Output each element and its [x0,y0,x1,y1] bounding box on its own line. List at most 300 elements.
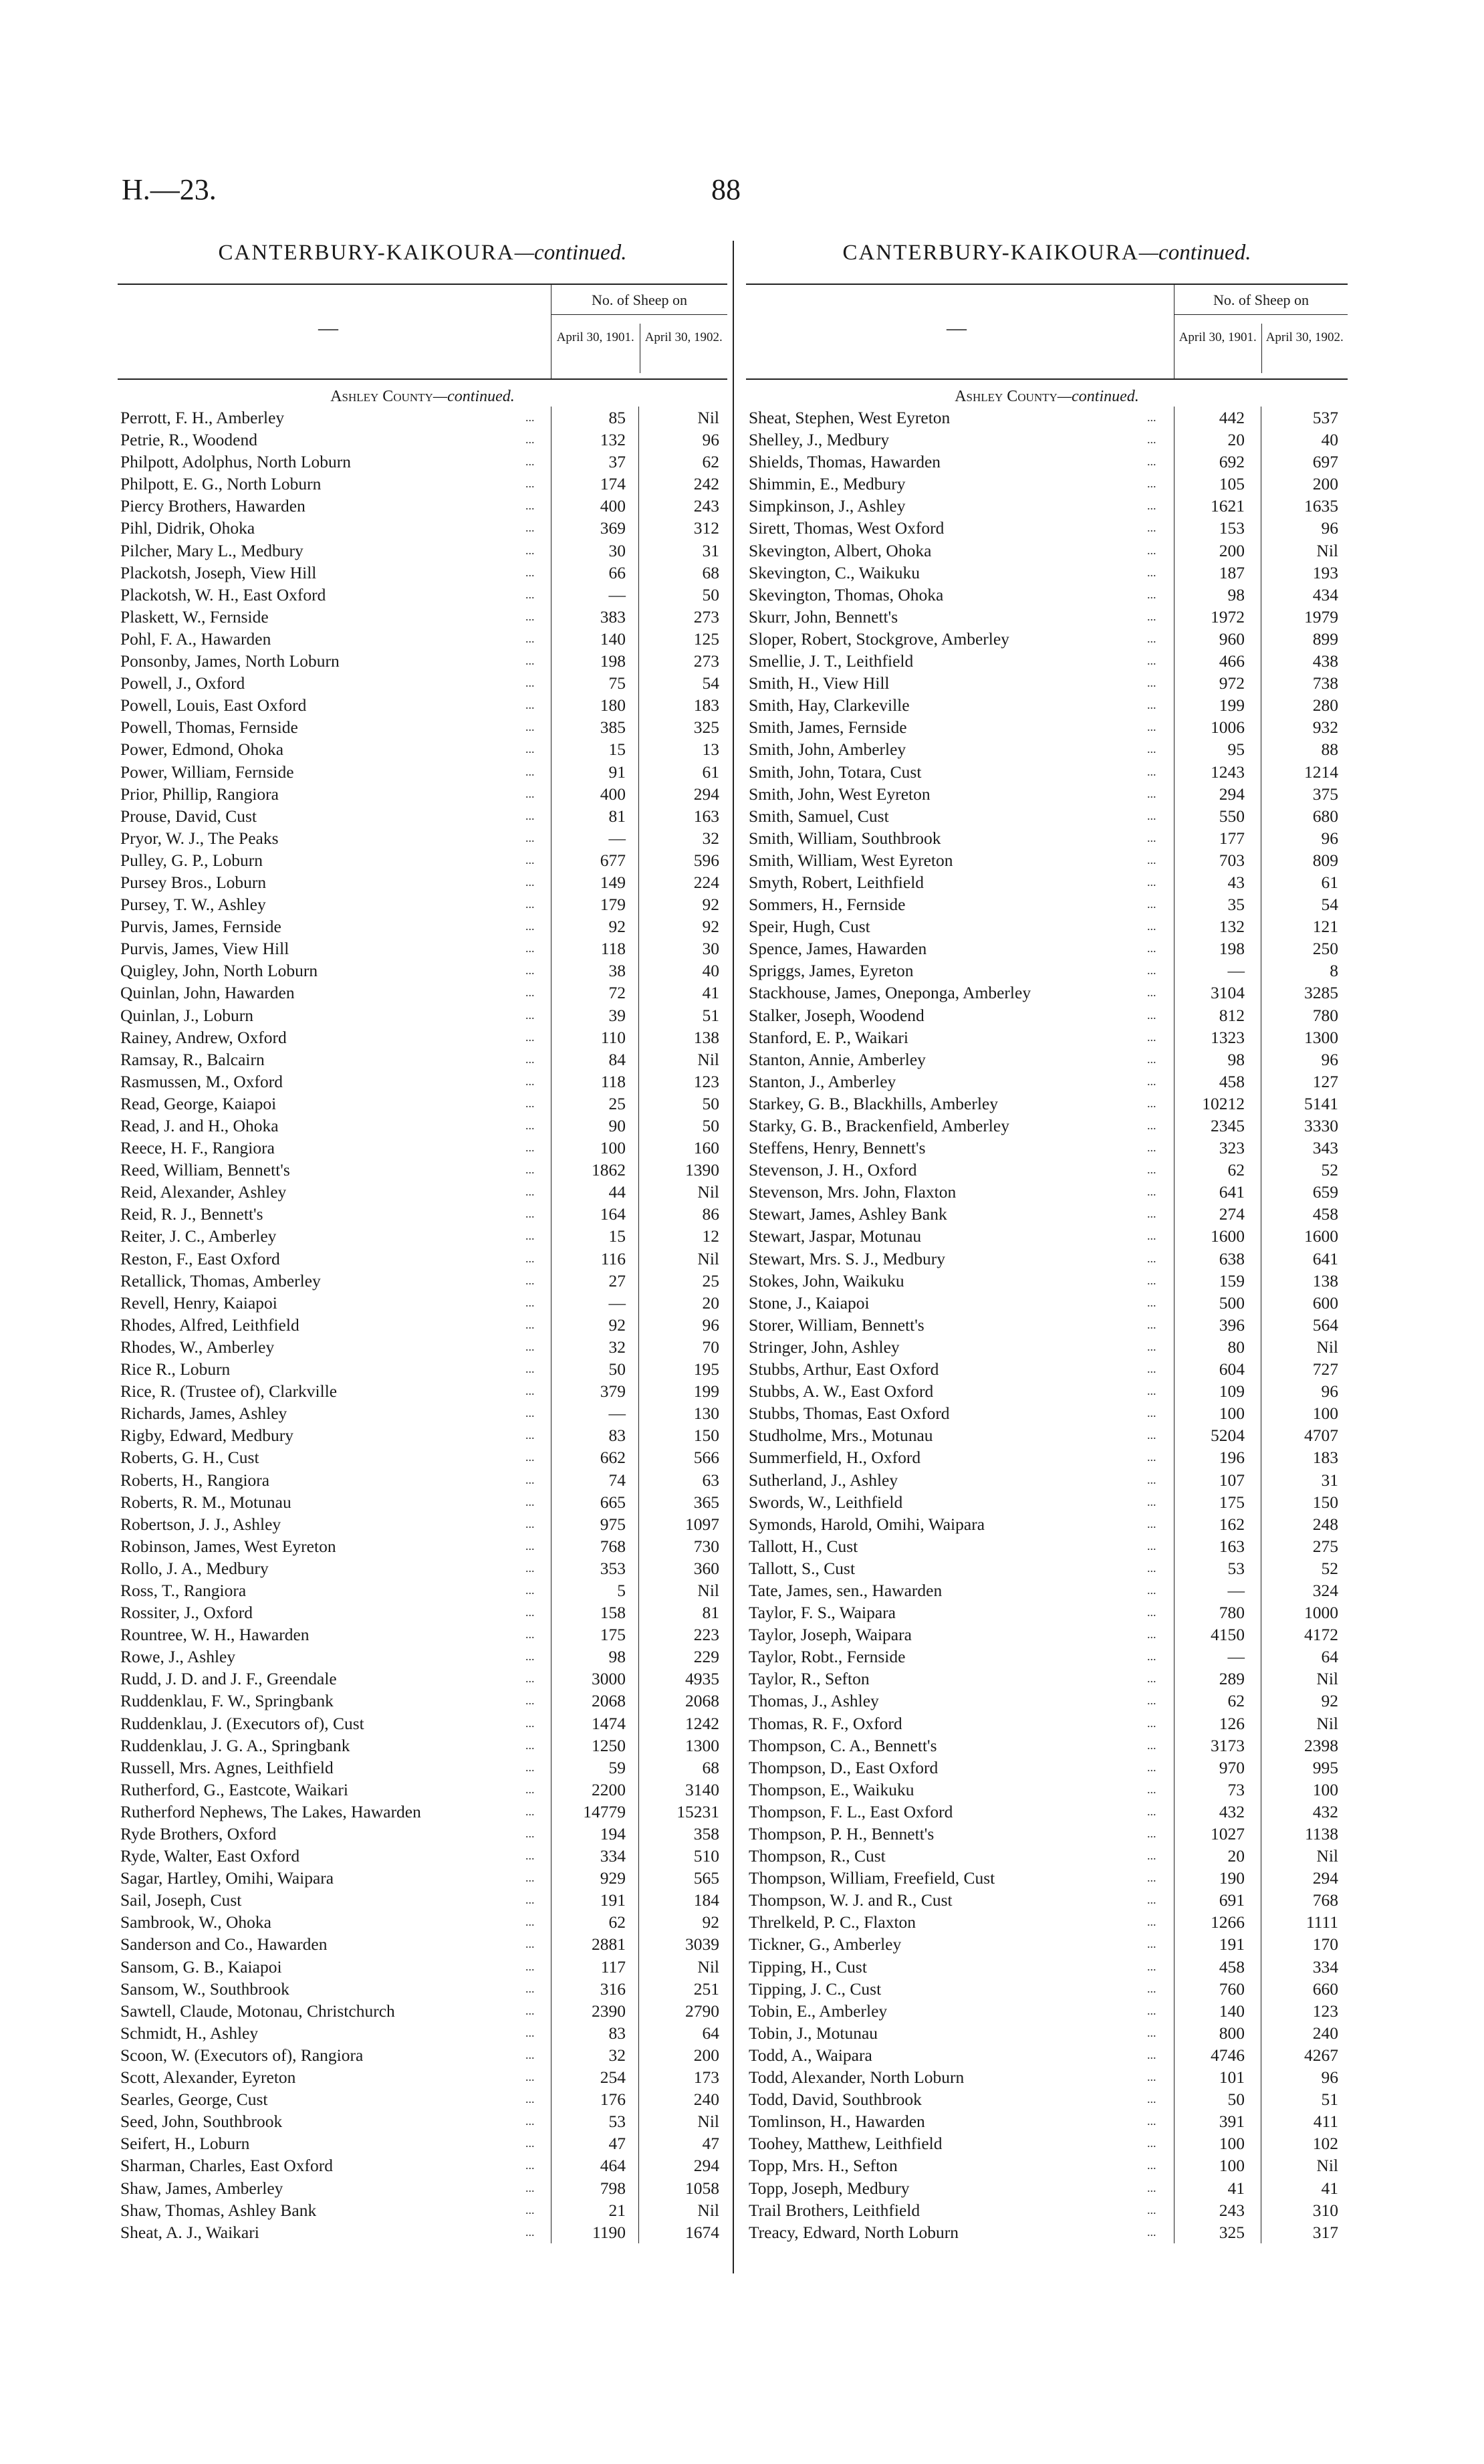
owner-name: Plackotsh, W. H., East Oxford [120,584,326,604]
leader-dots: ... [1147,720,1156,734]
sheep-1901-value: 191 [1219,1934,1245,1954]
owner-name: Rutherford Nephews, The Lakes, Hawarden [120,1801,421,1821]
sheep-1901-value: 32 [608,2045,626,2065]
sheep-1902-value: 229 [693,1647,719,1667]
leader-dots: ... [1147,1893,1156,1907]
owner-name: Ross, T., Rangiora [120,1580,247,1600]
sheep-1902-value: 63 [702,1470,719,1490]
owner-name: Stokes, John, Waikuku [749,1270,904,1291]
owner-name: Stanford, E. P., Waikari [749,1027,908,1047]
table-header [746,284,1348,380]
table-row [746,1402,1348,1424]
sheep-1902-value: 88 [1321,740,1338,760]
table-row [118,1314,727,1336]
leader-dots: ... [525,1141,535,1155]
leader-dots: ... [1147,1782,1156,1796]
leader-dots: ... [525,1472,535,1486]
table-row [746,2000,1348,2022]
sheep-1901-value: 379 [600,1381,626,1402]
owner-name: Rasmussen, M., Oxford [120,1071,283,1091]
sheep-1902-value: 61 [702,762,719,782]
sheep-1901-value: 66 [608,562,626,582]
leader-dots: ... [525,1207,535,1221]
sheep-1902-value: 183 [1312,1448,1338,1468]
sheep-1901-value: 550 [1219,806,1245,826]
page-reference: H.—23. [122,173,217,206]
leader-dots: ... [1147,1915,1156,1929]
sheep-1902-value: 596 [693,850,719,870]
leader-dots: ... [525,543,535,557]
sheep-1901-value: 1972 [1211,606,1245,627]
leader-dots: ... [1147,941,1156,956]
sheep-1901-value: 198 [600,651,626,671]
table-row [118,2154,727,2176]
table-row [746,982,1348,1004]
owner-name: Rudd, J. D. and J. F., Greendale [120,1669,337,1689]
sheep-1902-value: Nil [697,1580,719,1600]
sheep-1901-value: 105 [1219,474,1245,494]
sheep-1901-value: 62 [1227,1691,1245,1711]
table-row [118,2221,727,2243]
owner-name: Stevenson, J. H., Oxford [749,1160,917,1180]
sheep-1902-value: 123 [1312,2001,1338,2021]
owner-name: Todd, Alexander, North Loburn [749,2067,965,2088]
sheep-1901-value: 37 [608,452,626,472]
owner-name: Sommers, H., Fernside [749,895,906,915]
leader-dots: ... [525,676,535,690]
sheep-1901-value: 140 [1219,2001,1245,2021]
owner-name: Shaw, James, Amberley [120,2178,283,2198]
sheep-1901-value: 75 [608,673,626,693]
sheep-1901-value: 85 [608,408,626,427]
owner-name: Treacy, Edward, North Loburn [749,2222,959,2242]
leader-dots: ... [525,875,535,889]
table-row [746,1823,1348,1845]
owner-name: Reid, Alexander, Ashley [120,1182,287,1202]
leader-dots: ... [1147,986,1156,1000]
owner-name: Perrott, F. H., Amberley [120,408,285,427]
sheep-1901-value: 140 [600,629,626,649]
owner-name: Tallott, S., Cust [749,1558,856,1578]
owner-name: Smith, James, Fernside [749,717,907,738]
owner-name: Sirett, Thomas, West Oxford [749,518,945,538]
owner-name: Smellie, J. T., Leithfield [749,651,914,671]
sheep-1902-value: 358 [693,1824,719,1843]
sheep-1902-value: 727 [1312,1359,1338,1379]
sheep-1901-value: 109 [1219,1381,1245,1402]
table-row [118,429,727,451]
owner-name: Quigley, John, North Loburn [120,961,318,981]
table-row [118,628,727,650]
sheep-1902-value: 932 [1312,717,1338,738]
table-row [746,540,1348,562]
table-row [746,495,1348,517]
leader-dots: ... [525,698,535,712]
sheep-1901-value: 74 [608,1470,626,1490]
table-row [746,2154,1348,2176]
owner-name: Thomas, J., Ashley [749,1691,879,1711]
leader-dots: ... [1147,1384,1156,1398]
sheep-1902-value: 438 [1312,651,1338,671]
leader-dots: ... [525,654,535,668]
owner-name: Stevenson, Mrs. John, Flaxton [749,1182,957,1202]
left-column [118,234,727,2243]
leader-dots: ... [525,1517,535,1531]
leader-dots: ... [1147,609,1156,623]
table-row [746,1933,1348,1955]
leader-dots: ... [1147,1650,1156,1664]
sheep-1901-value: 5204 [1211,1426,1245,1446]
leader-dots: ... [1147,1339,1156,1353]
sheep-1901-value: 72 [608,983,626,1003]
sheep-1901-value: 53 [608,2112,626,2132]
sheep-1902-value: 31 [702,540,719,560]
sheep-1901-value: 81 [608,806,626,826]
leader-dots: ... [1147,2158,1156,2172]
owner-name: Trail Brothers, Leithfield [749,2200,920,2220]
leader-dots: ... [525,455,535,469]
leader-dots: ... [525,2092,535,2106]
leader-dots: ... [1147,1317,1156,1331]
leader-dots: ... [1147,1472,1156,1486]
table-row [746,1248,1348,1270]
sheep-1901-value: 95 [1227,740,1245,760]
owner-name: Rainey, Andrew, Oxford [120,1027,287,1047]
leader-dots: ... [525,1981,535,1995]
sheep-1901-value: 1621 [1211,496,1245,516]
sheep-1901-value: 2881 [592,1934,626,1954]
owner-name: Skevington, Albert, Ohoka [749,540,932,560]
leader-dots: ... [525,1760,535,1774]
sheep-1902-value: 64 [1321,1647,1338,1667]
sheep-1902-value: Nil [697,1248,719,1268]
sheep-1901-value: 4746 [1211,2045,1245,2065]
sheep-1902-value: 163 [693,806,719,826]
table-row [746,738,1348,760]
sheep-1902-value: 92 [702,895,719,915]
sheep-1901-value: 975 [600,1514,626,1534]
table-row [746,1071,1348,1093]
leader-dots: ... [1147,853,1156,867]
table-row [118,1402,727,1424]
leader-dots: ... [525,1362,535,1376]
table-row [118,1424,727,1446]
table-row [746,1513,1348,1535]
leader-dots: ... [1147,1273,1156,1287]
column-title: CANTERBURY-KAIKOURA—continued. [842,241,1251,265]
sheep-1902-value: 170 [1312,1934,1338,1954]
table-row [746,2132,1348,2154]
owner-name: Quinlan, J., Loburn [120,1005,254,1025]
owner-name: Schmidt, H., Ashley [120,2023,259,2043]
sheep-1902-value: 3285 [1304,983,1338,1003]
owner-name: Roberts, G. H., Cust [120,1448,259,1468]
sheep-1901-value: 254 [600,2067,626,2088]
leader-dots: ... [1147,1141,1156,1155]
table-row [118,893,727,915]
leader-dots: ... [525,1229,535,1243]
sheep-1901-value: 132 [600,430,626,450]
owner-name: Smith, William, Southbrook [749,828,941,848]
leader-dots: ... [1147,1605,1156,1619]
sheep-1901-value: 665 [600,1492,626,1512]
sheep-1902-value: 50 [702,1116,719,1135]
sheep-1902-value: Nil [1316,1846,1338,1866]
page-number: 88 [711,173,741,206]
sheep-1901-value: 369 [600,518,626,538]
owner-name: Ruddenklau, J. (Executors of), Cust [120,1713,364,1733]
sheep-1902-value: 243 [693,496,719,516]
table-row [746,1358,1348,1380]
sheep-1901-value: 98 [1227,1049,1245,1069]
table-row [118,451,727,473]
leader-dots: ... [525,1672,535,1686]
owner-name: Rountree, W. H., Hawarden [120,1625,310,1645]
sheep-1902-value: 1674 [685,2222,719,2242]
table-row [118,1757,727,1779]
leader-dots: ... [525,2025,535,2039]
sheep-1902-value: 51 [1321,2090,1338,2110]
table-header [118,284,727,380]
right-column [746,234,1348,2243]
owner-name: Sawtell, Claude, Motonau, Christchurch [120,2001,395,2021]
sheep-1901-value: 132 [1219,917,1245,937]
leader-dots: ... [525,587,535,601]
leader-dots: ... [1147,1628,1156,1642]
table-row [746,407,1348,429]
sheep-1901-value: 44 [608,1182,626,1202]
table-row [746,1004,1348,1026]
table-row [746,1911,1348,1933]
sheep-1901-value: 768 [600,1536,626,1556]
leader-dots: ... [525,1317,535,1331]
sheep-1901-value: 1862 [592,1160,626,1180]
leader-dots: ... [525,2203,535,2217]
owner-name: Rice, R. (Trustee of), Clarkville [120,1381,338,1402]
table-row [118,2044,727,2066]
sheep-1902-value: Nil [1316,1337,1338,1357]
owner-name: Pursey, T. W., Ashley [120,895,266,915]
sheep-1901-value: 353 [600,1558,626,1578]
sheep-1902-value: 100 [1312,1779,1338,1799]
leader-dots: ... [1147,1716,1156,1730]
leader-dots: ... [1147,2180,1156,2195]
leader-dots: ... [1147,1295,1156,1309]
owner-name: Philpott, E. G., North Loburn [120,474,322,494]
sheep-1901-value: 98 [1227,584,1245,604]
table-row [118,407,727,429]
owner-name: Stewart, Jaspar, Motunau [749,1226,922,1246]
sheep-1901-value: 3173 [1211,1735,1245,1755]
sheep-1902-value: 223 [693,1625,719,1645]
sheep-1902-value: 809 [1312,850,1338,870]
leader-dots: ... [1147,1074,1156,1088]
leader-dots: ... [525,897,535,911]
sheep-1901-value: 50 [608,1359,626,1379]
owner-name: Stanton, J., Amberley [749,1071,896,1091]
leader-dots: ... [1147,1428,1156,1442]
table-row [118,1956,727,1978]
table-row [118,606,727,628]
sheep-1901-value: 38 [608,961,626,981]
sheep-1902-value: 324 [1312,1580,1338,1600]
sheep-1902-value: 123 [693,1071,719,1091]
table-row [746,1446,1348,1468]
sheep-1902-value: 61 [1321,872,1338,892]
table-row [118,1270,727,1292]
table-row [746,1314,1348,1336]
table-row [746,1601,1348,1623]
owner-name: Smith, John, Totara, Cust [749,762,922,782]
owner-name: Sambrook, W., Ohoka [120,1912,271,1932]
sheep-1901-value: 91 [608,762,626,782]
leader-dots: ... [1147,1052,1156,1066]
owner-name: Plackotsh, Joseph, View Hill [120,562,317,582]
sheep-1902-value: 96 [702,430,719,450]
sheep-1902-value: 125 [693,629,719,649]
leader-dots: ... [1147,1207,1156,1221]
sheep-1901-value: 970 [1219,1757,1245,1777]
sheep-owner-list [118,407,727,2243]
sheep-1902-value: 3039 [685,1934,719,1954]
owner-name: Rigby, Edward, Medbury [120,1426,293,1446]
owner-name: Shimmin, E., Medbury [749,474,906,494]
sheep-1902-value: 600 [1312,1293,1338,1313]
leader-dots: ... [1147,1827,1156,1840]
table-row [118,1712,727,1734]
leader-dots: ... [525,1295,535,1309]
sheep-count-title: No. of Sheep on [551,292,727,315]
sheep-1902-value: 275 [1312,1536,1338,1556]
owner-name: Seifert, H., Loburn [120,2134,250,2154]
sheep-1902-value: 150 [1312,1492,1338,1512]
table-row [118,937,727,960]
leader-dots: ... [525,2070,535,2084]
table-row [118,1801,727,1823]
leader-dots: ... [525,499,535,513]
owner-name: Purvis, James, View Hill [120,939,289,959]
table-row [746,1380,1348,1402]
table-row [118,1690,727,1712]
owner-name: Powell, Thomas, Fernside [120,717,298,738]
column-title: CANTERBURY-KAIKOURA—continued. [218,241,627,265]
table-row [746,2088,1348,2110]
table-row [746,584,1348,606]
owner-name: Thompson, William, Freefield, Cust [749,1868,995,1888]
leader-dots: ... [525,1849,535,1863]
leader-dots: ... [1147,1450,1156,1464]
owner-name: Smith, Hay, Clarkeville [749,695,910,715]
sheep-count-title: No. of Sheep on [1174,292,1348,315]
leader-dots: ... [1147,1185,1156,1199]
sheep-1901-value: 118 [600,1071,626,1091]
sheep-1901-value: 960 [1219,629,1245,649]
table-row [118,2177,727,2199]
sheep-1902-value: 68 [702,1757,719,1777]
leader-dots: ... [1147,2203,1156,2217]
sheep-1902-value: 96 [1321,518,1338,538]
sheep-1902-value: 121 [1312,917,1338,937]
sheep-1901-value: — [608,828,626,848]
sheep-1902-value: 1600 [1304,1226,1338,1246]
owner-name: Skevington, Thomas, Ohoka [749,584,944,604]
table-row [118,562,727,584]
table-row [118,1779,727,1801]
owner-name: Rhodes, Alfred, Leithfield [120,1315,299,1335]
table-row [746,1115,1348,1137]
sheep-1902-value: 96 [1321,2067,1338,2088]
leader-dots: ... [1147,1517,1156,1531]
sheep-1901-value: 199 [1219,695,1245,715]
owner-name: Ramsay, R., Balcairn [120,1049,265,1069]
owner-name: Purvis, James, Fernside [120,917,281,937]
table-row [118,1469,727,1491]
table-row [118,584,727,606]
sheep-1902-value: 68 [702,562,719,582]
owner-name: Tipping, J. C., Cust [749,1979,882,1999]
sheep-1901-value: 1600 [1211,1226,1245,1246]
sheep-1902-value: 200 [693,2045,719,2065]
sheep-1902-value: 81 [702,1603,719,1623]
table-row [746,451,1348,473]
sheep-1902-value: 3330 [1304,1116,1338,1135]
sheep-1902-value: 32 [702,828,719,848]
table-row [118,650,727,672]
sheep-1902-value: 375 [1312,784,1338,804]
sheep-1902-value: Nil [1316,1669,1338,1689]
leader-dots: ... [1147,1871,1156,1885]
leader-dots: ... [1147,1561,1156,1575]
leader-dots: ... [1147,565,1156,579]
owner-name: Rice R., Loburn [120,1359,231,1379]
table-row [746,1137,1348,1159]
owner-name: Stackhouse, James, Oneponga, Amberley [749,983,1031,1003]
sheep-1902-value: 5141 [1304,1093,1338,1113]
sheep-1901-value: 98 [608,1647,626,1667]
leader-dots: ... [525,1827,535,1840]
owner-name: Revell, Henry, Kaiapoi [120,1293,277,1313]
sheep-1901-value: 325 [1219,2222,1245,2242]
table-row [118,783,727,805]
sheep-1902-value: 64 [702,2023,719,2043]
sheep-1901-value: 10212 [1202,1093,1245,1113]
sheep-1901-value: 800 [1219,2023,1245,2043]
table-row [118,1978,727,2000]
table-row [746,1336,1348,1358]
sheep-1902-value: 193 [1312,562,1338,582]
sheep-1901-value: 294 [1219,784,1245,804]
sheep-1902-value: 273 [693,606,719,627]
owner-name: Ryde, Walter, East Oxford [120,1846,300,1866]
owner-name: Storer, William, Bennett's [749,1315,924,1335]
sheep-1902-value: 31 [1321,1470,1338,1490]
sheep-1901-value: 191 [600,1890,626,1910]
owner-name: Stalker, Joseph, Woodend [749,1005,924,1025]
leader-dots: ... [525,609,535,623]
leader-dots: ... [1147,499,1156,513]
leader-dots: ... [525,1937,535,1951]
sheep-1901-value: 83 [608,1426,626,1446]
sheep-1901-value: 703 [1219,850,1245,870]
sheep-1902-value: 510 [693,1846,719,1866]
leader-dots: ... [525,477,535,491]
table-row [746,1956,1348,1978]
table-row [746,2199,1348,2221]
leader-dots: ... [525,1738,535,1752]
owner-name: Retallick, Thomas, Amberley [120,1270,321,1291]
table-row [746,1779,1348,1801]
table-row [746,2044,1348,2066]
